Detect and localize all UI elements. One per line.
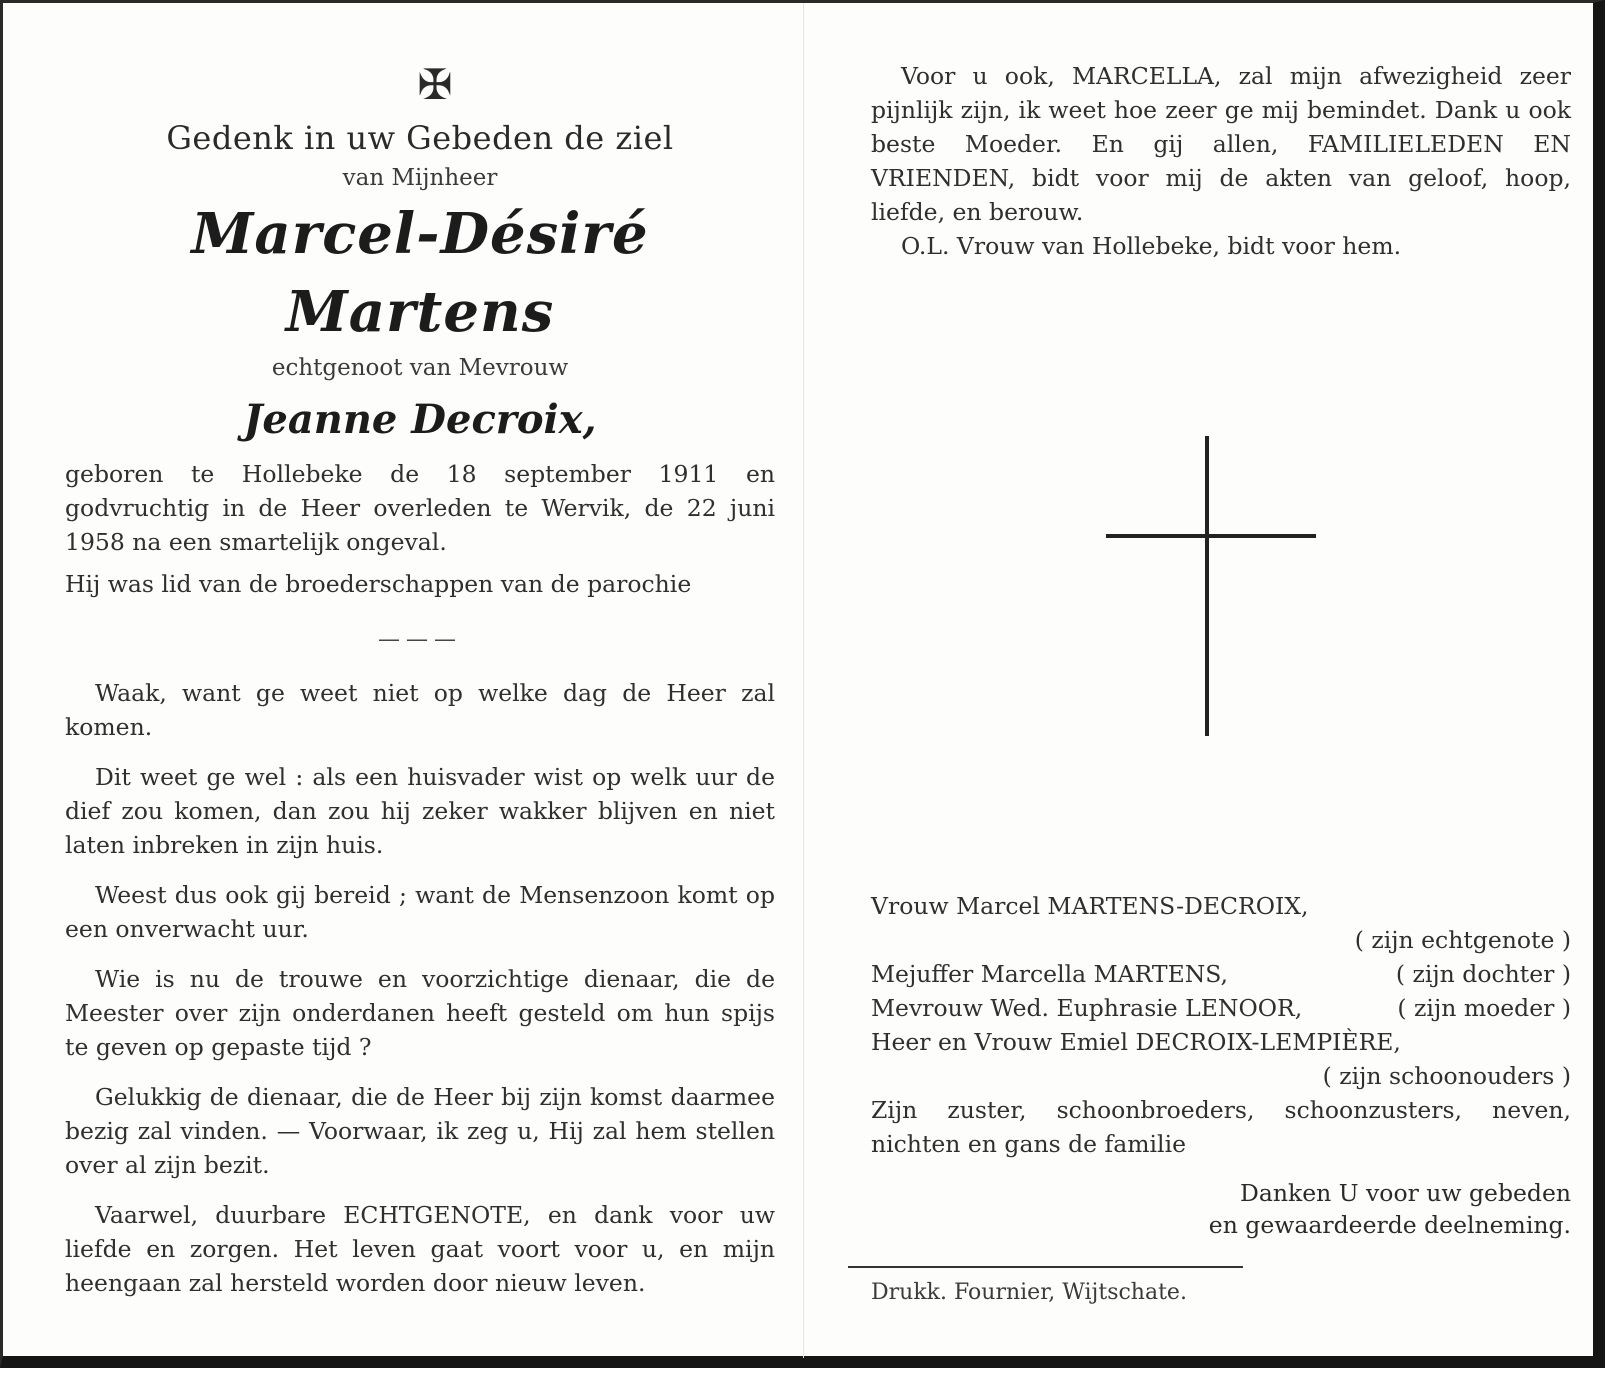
verse-paragraph: Vaarwel, duurbare ECHTGENOTE, en dank voor uw liefde en zorgen. Het leven gaat voort voor u, en mijn heengaan zal hersteld worden door nieuw leven. [65, 1201, 775, 1297]
family-relation: ( zijn dochter ) [1395, 960, 1571, 988]
thanks-text [871, 1177, 1571, 1241]
fold-line [803, 3, 804, 1358]
family-row [871, 923, 1571, 957]
family-name: Vrouw Marcel MARTENS-DECROIX, [871, 892, 1309, 920]
invocation: Gedenk in uw Gebeden de ziel [166, 119, 674, 157]
separator: ——— [378, 627, 462, 652]
verse-paragraph: Weest dus ook gij bereid ; want de Mensenzoon komt op een onverwacht uur. [65, 881, 775, 943]
family-list [871, 889, 1571, 1241]
printer-credit: Drukk. Fournier, Wijtschate. [871, 1280, 1187, 1305]
title-line: van Mijnheer [342, 165, 498, 191]
cross-icon [1106, 436, 1316, 736]
deceased-name: Marcel-Désiré Martens [191, 201, 649, 345]
membership-text: Hij was lid van de broederschappen van de parochie [65, 570, 692, 598]
family-relation: ( zijn moeder ) [1397, 994, 1571, 1022]
spouse-name: Jeanne Decroix, [243, 396, 597, 443]
family-name: Mevrouw Wed. Euphrasie LENOOR, [871, 994, 1303, 1022]
farewell-text: Voor u ook, MARCELLA, zal mijn afwezigheid zeer pijnlijk zijn, ik weet hoe zeer ge mij bemindet. Dank u ook beste Moeder. En gij allen, FAMILIELEDEN EN VRIENDEN, bidt voor mij de akten van geloof, hoop, liefde, en berouw. [871, 62, 1571, 226]
family-row [871, 991, 1571, 1025]
cross-ornament-icon: ✠ [417, 60, 453, 109]
right-page [871, 59, 1571, 263]
left-page [65, 60, 775, 1300]
verse-paragraph: Wie is nu de trouwe en voorzichtige dienaar, die de Meester over zijn onderdanen heeft gesteld om hun spijs te geven op gepaste tijd ? [65, 965, 775, 1061]
relatives-text: Zijn zuster, schoonbroeders, schoonzusters, neven, nichten en gans de familie [871, 1096, 1571, 1158]
family-name: Heer en Vrouw Emiel DECROIX-LEMPIÈRE, [871, 1028, 1401, 1056]
family-row [871, 957, 1571, 991]
birth-death-text: geboren te Hollebeke de 18 september 1911 en godvruchtig in de Heer overleden te Wervik, de 22 juni 1958 na een smartelijk ongeval. [65, 460, 775, 556]
family-name: Mejuffer Marcella MARTENS, [871, 960, 1229, 988]
thanks-line: en gewaardeerde deelneming. [1208, 1211, 1571, 1239]
verse-paragraph: Dit weet ge wel : als een huisvader wist op welk uur de dief zou komen, dan zou hij zeker wakker blijven en niet laten inbreken in zijn huis. [65, 763, 775, 859]
family-row [871, 1059, 1571, 1093]
family-row [871, 1025, 1571, 1059]
prayer-text: O.L. Vrouw van Hollebeke, bidt voor hem. [901, 232, 1402, 260]
family-relation: ( zijn schoonouders ) [1322, 1062, 1571, 1090]
printer-rule [848, 1266, 1243, 1268]
verse-paragraph: Waak, want ge weet niet op welke dag de Heer zal komen. [65, 679, 775, 741]
verse-paragraph: Gelukkig de dienaar, die de Heer bij zijn komst daarmee bezig zal vinden. — Voorwaar, ik zeg u, Hij zal hem stellen over al zijn bezit. [65, 1083, 775, 1179]
family-relation: ( zijn echtgenote ) [1354, 926, 1571, 954]
thanks-line: Danken U voor uw gebeden [1240, 1179, 1571, 1207]
family-row [871, 889, 1571, 923]
spouse-intro: echtgenoot van Mevrouw [271, 355, 569, 381]
